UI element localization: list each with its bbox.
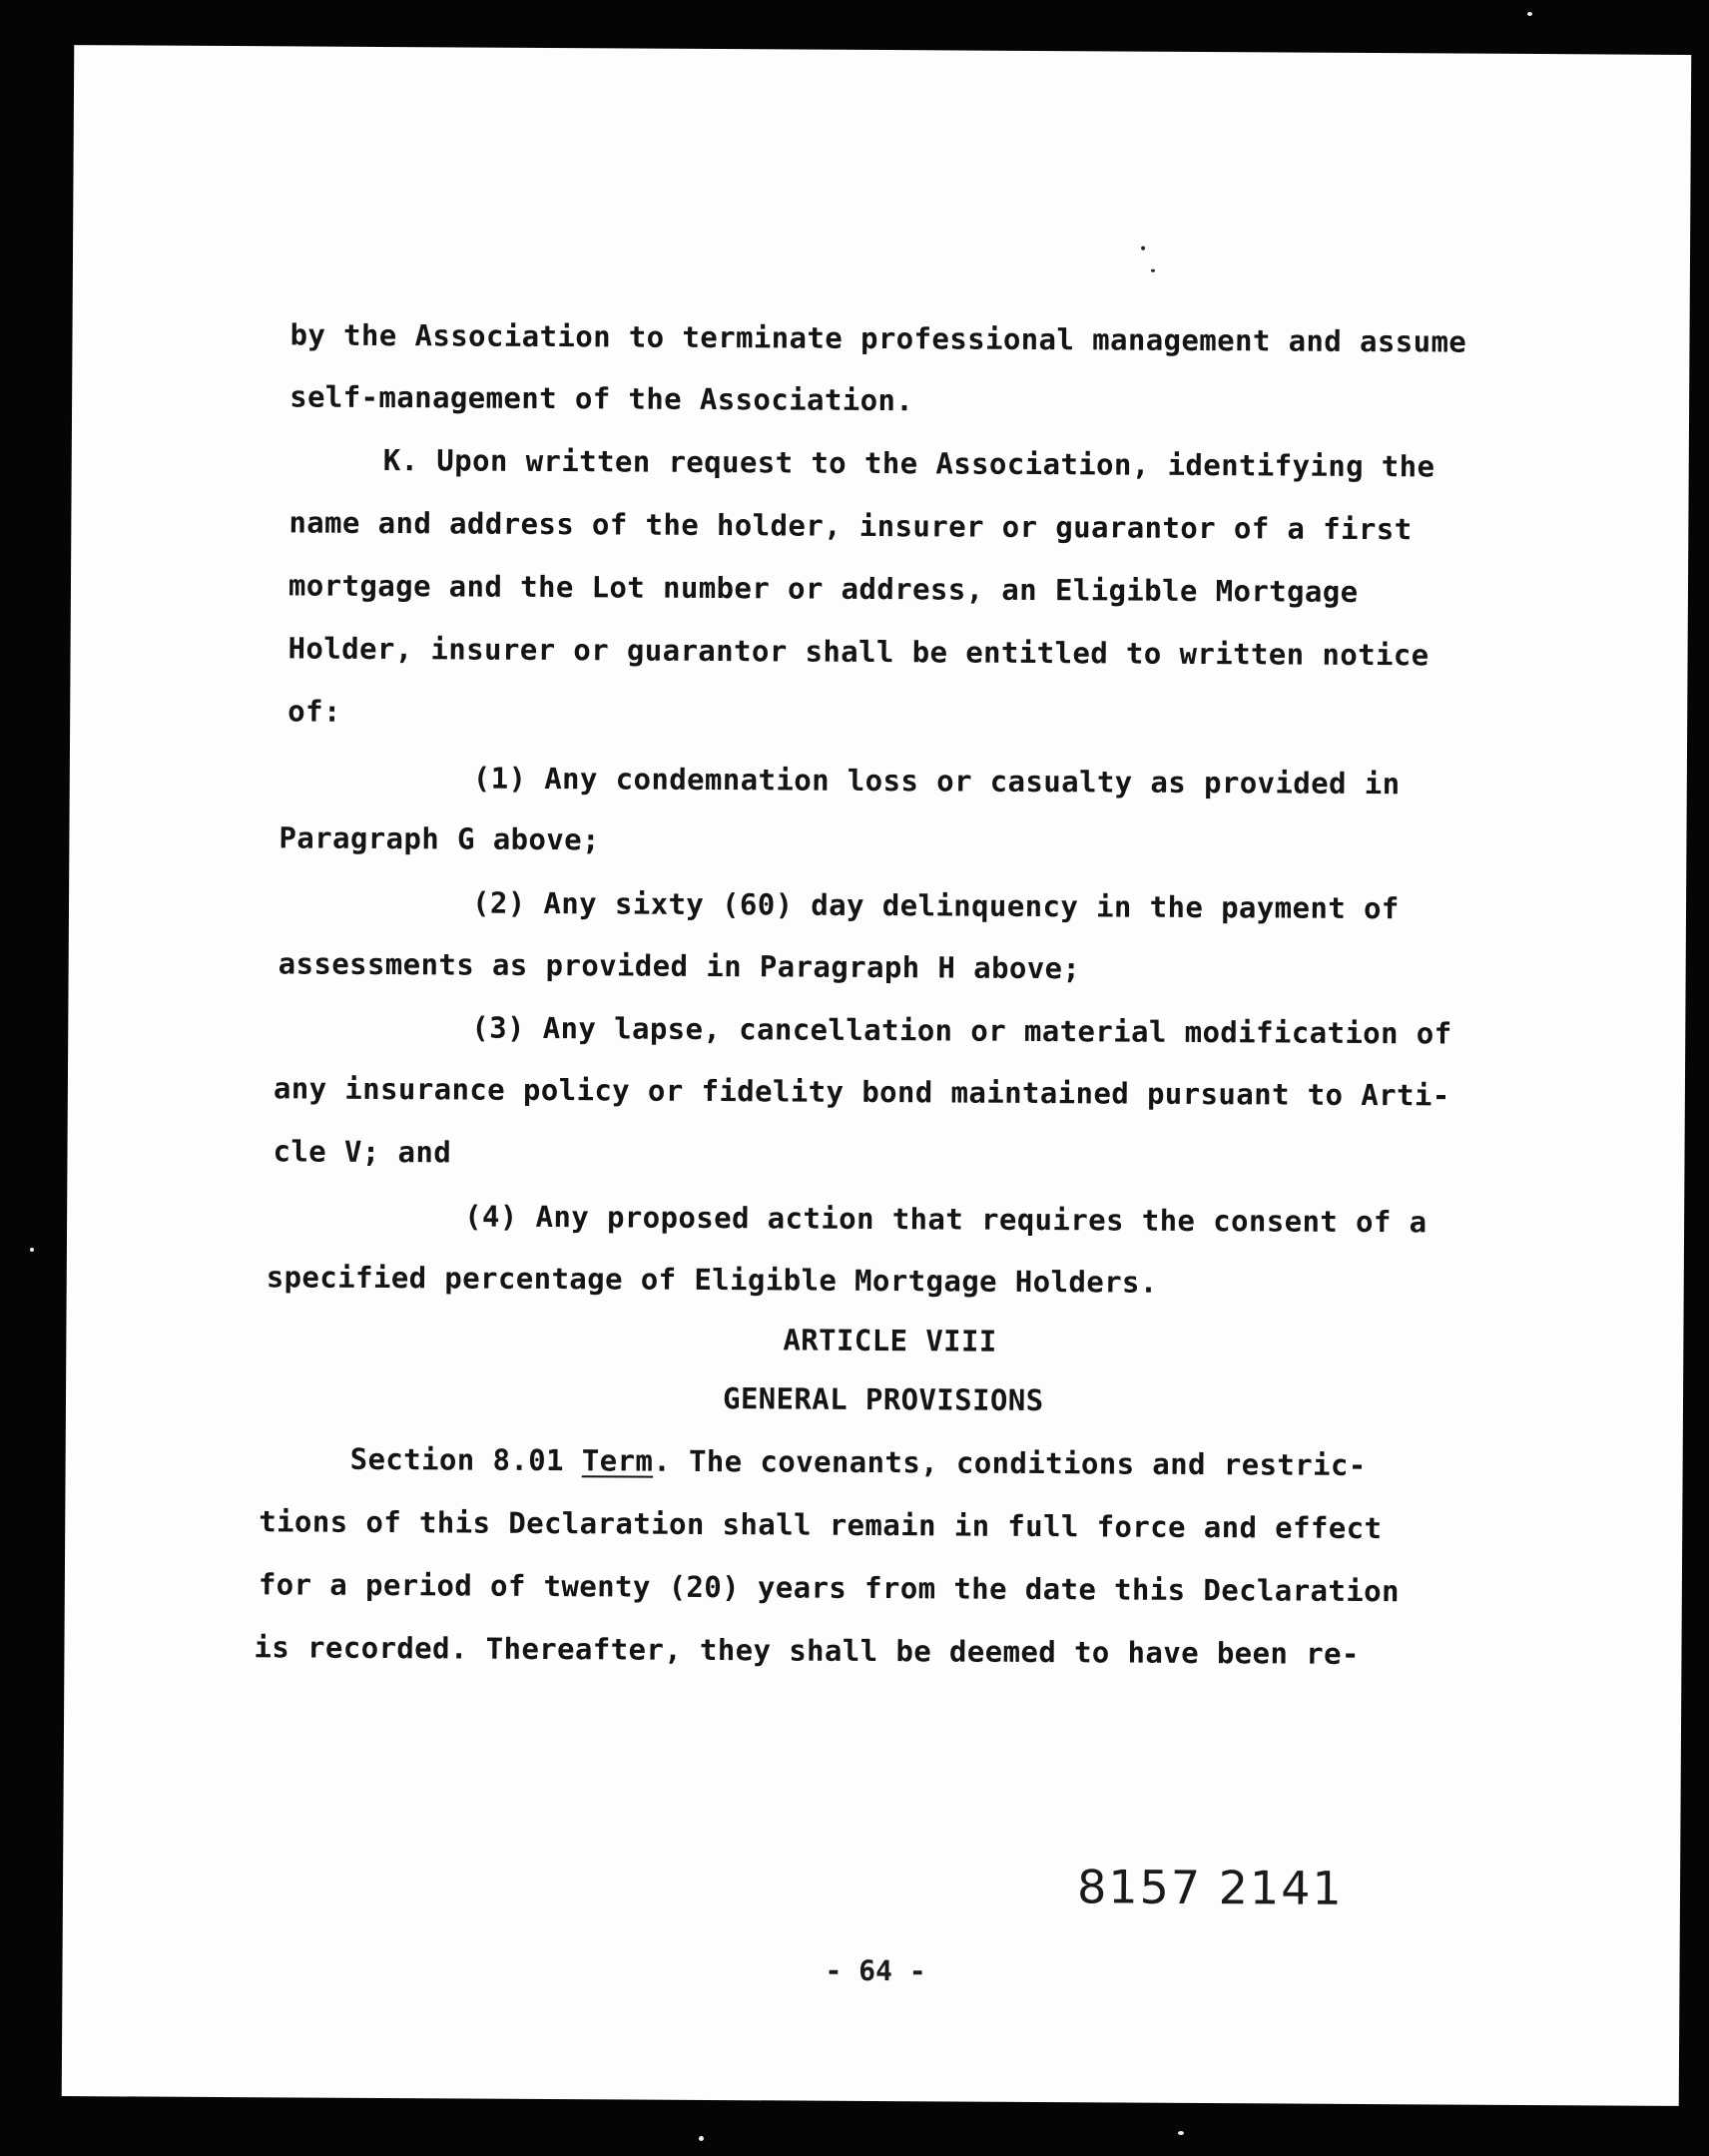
body-line: name and address of the holder, insurer or guarantor of a first bbox=[288, 505, 1413, 547]
scan-speck bbox=[30, 1248, 34, 1252]
list-item-2: (2) Any sixty (60) day delinquency in the payment of bbox=[471, 885, 1400, 926]
page-number: - 64 - bbox=[825, 1953, 926, 1988]
body-line: cle V; and bbox=[273, 1134, 452, 1170]
body-line: is recorded. Thereafter, they shall be deemed to have been re- bbox=[254, 1630, 1360, 1671]
body-line: Holder, insurer or guarantor shall be entitled to written notice bbox=[287, 631, 1429, 673]
body-line: assessments as provided in Paragraph H above; bbox=[278, 946, 1081, 986]
scan-speck bbox=[1178, 2131, 1184, 2135]
article-heading: ARTICLE VIII bbox=[783, 1323, 997, 1358]
section-term: Term bbox=[581, 1443, 654, 1478]
section-line bbox=[350, 1442, 1367, 1482]
section-first-line: . The covenants, conditions and restric- bbox=[653, 1443, 1367, 1483]
body-line: any insurance policy or fidelity bond maintained pursuant to Arti- bbox=[273, 1071, 1450, 1113]
body-line: mortgage and the Lot number or address, an Eligible Mortgage bbox=[287, 568, 1359, 609]
list-item-4: (4) Any proposed action that requires the consent of a bbox=[464, 1199, 1427, 1240]
article-title: GENERAL PROVISIONS bbox=[722, 1381, 1044, 1418]
list-item-1: (1) Any condemnation loss or casualty as provided in bbox=[472, 761, 1401, 802]
body-line: specified percentage of Eligible Mortgage Holders. bbox=[266, 1260, 1158, 1300]
body-line: of: bbox=[287, 694, 341, 729]
list-item-3: (3) Any lapse, cancellation or material modification of bbox=[471, 1010, 1452, 1051]
body-line: by the Association to terminate professional management and assume bbox=[289, 317, 1467, 359]
stamp-number: 8157 2141 bbox=[1076, 1860, 1344, 1915]
scan-speck bbox=[1151, 270, 1155, 272]
body-line: Paragraph G above; bbox=[279, 820, 601, 857]
scan-speck bbox=[1141, 247, 1145, 251]
body-line: for a period of twenty (20) years from the date this Declaration bbox=[258, 1567, 1400, 1609]
document-page bbox=[62, 45, 1692, 2106]
body-line: tions of this Declaration shall remain in full force and effect bbox=[259, 1504, 1383, 1546]
body-line: self-management of the Association. bbox=[289, 379, 914, 418]
scan-speck bbox=[699, 2136, 704, 2141]
body-line: K. Upon written request to the Association, identifying the bbox=[382, 442, 1435, 484]
scan-speck bbox=[1527, 12, 1532, 16]
section-number: Section 8.01 bbox=[349, 1441, 565, 1478]
